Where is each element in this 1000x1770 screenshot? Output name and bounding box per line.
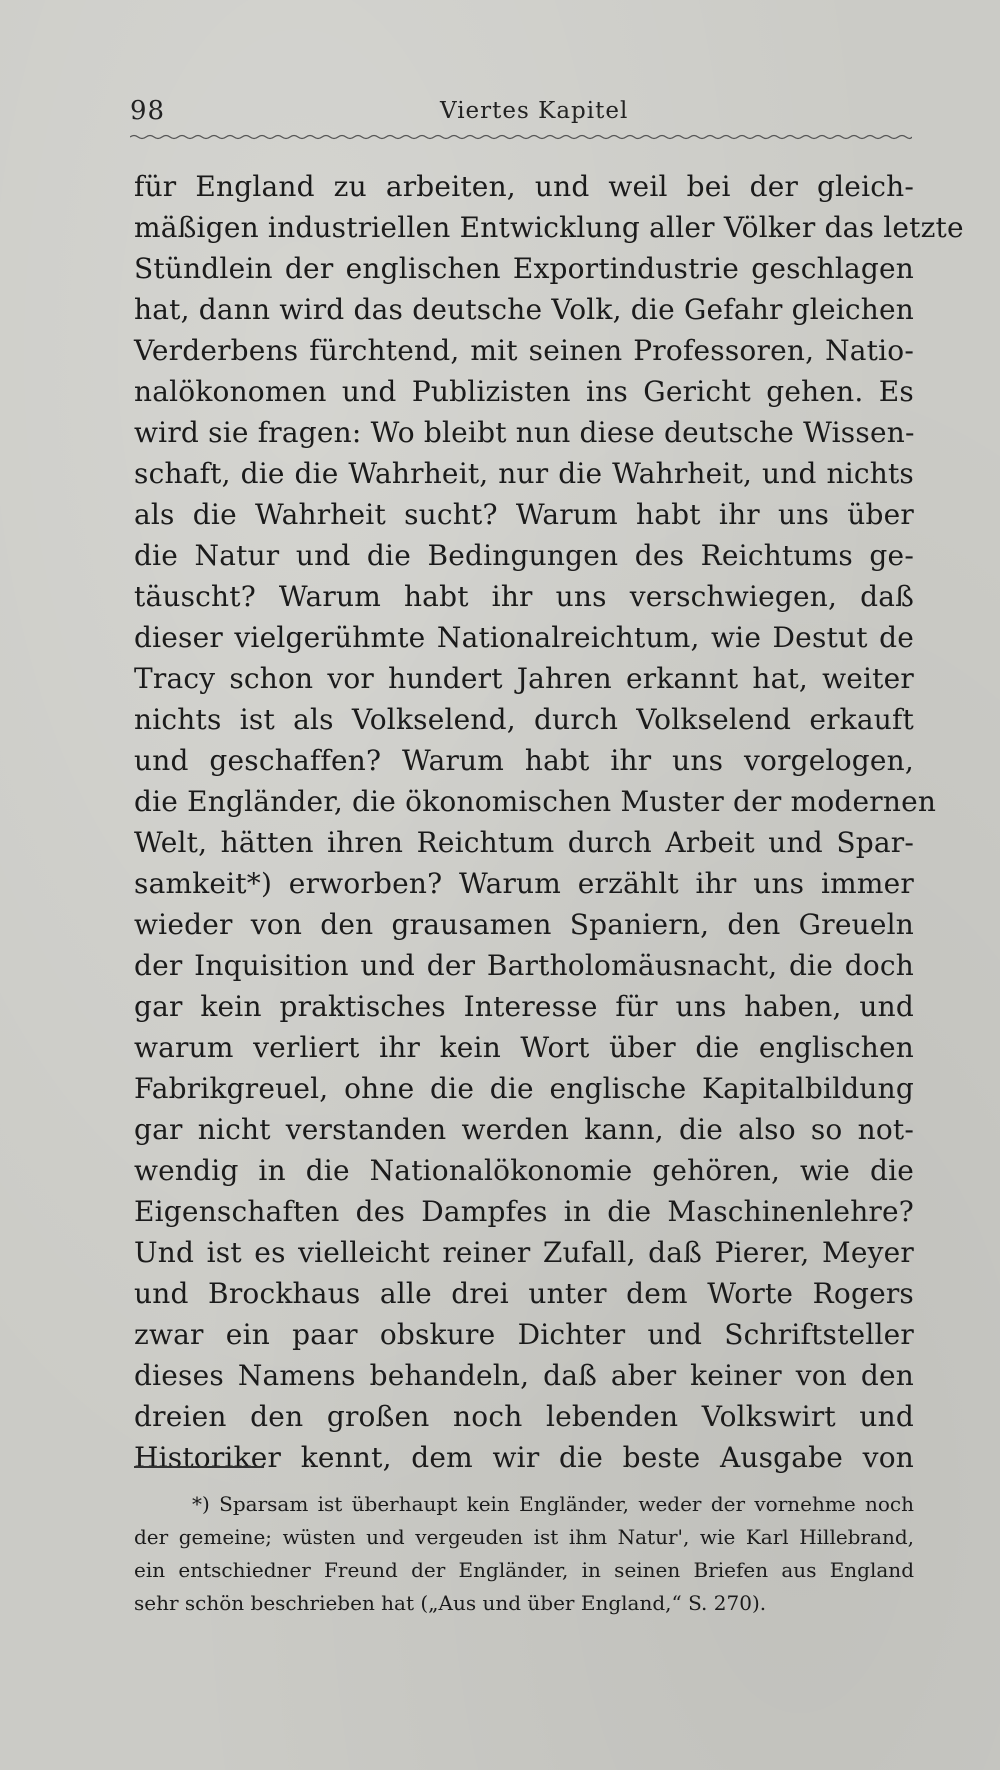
text-line: Welt, hätten ihren Reichtum durch Arbeit und Spar- [134, 826, 914, 859]
text-line: die Natur und die Bedingungen des Reichtums ge- [134, 539, 914, 572]
page-header [130, 96, 910, 130]
header-wavy-rule [130, 134, 912, 140]
text-line: Stündlein der englischen Exportindustrie geschlagen [134, 252, 914, 285]
text-line: und Brockhaus alle drei unter dem Worte Rogers [134, 1277, 914, 1310]
footnote-separator [134, 1466, 264, 1468]
text-line: der Inquisition und der Bartholomäusnacht, die doch [134, 949, 914, 982]
text-line: nalökonomen und Publizisten ins Gericht gehen. Es [134, 375, 914, 408]
text-line: Tracy schon vor hundert Jahren erkannt hat, weiter [134, 662, 914, 695]
text-line: hat, dann wird das deutsche Volk, die Gefahr gleichen [134, 293, 914, 326]
text-line: gar kein praktisches Interesse für uns haben, und [134, 990, 914, 1023]
text-line: warum verliert ihr kein Wort über die englischen [134, 1031, 914, 1064]
footnote-line: der gemeine; wüsten und vergeuden ist ihm Natur', wie Karl Hillebrand, [134, 1525, 914, 1549]
footnote-line: *) Sparsam ist überhaupt kein Engländer, weder der vornehme noch [192, 1492, 914, 1516]
text-line: dieser vielgerühmte Nationalreichtum, wie Destut de [134, 621, 914, 654]
text-line: dreien den großen noch lebenden Volkswirt und [134, 1400, 914, 1433]
footnote-line: ein entschiedner Freund der Engländer, in seinen Briefen aus England [134, 1558, 914, 1582]
text-line: für England zu arbeiten, und weil bei der gleich- [134, 170, 914, 203]
text-line: zwar ein paar obskure Dichter und Schriftsteller [134, 1318, 914, 1351]
text-line: nichts ist als Volkselend, durch Volkselend erkauft [134, 703, 914, 736]
text-line: Verderbens fürchtend, mit seinen Professoren, Natio- [134, 334, 914, 367]
text-line: Fabrikgreuel, ohne die die englische Kapitalbildung [134, 1072, 914, 1105]
text-line: und geschaffen? Warum habt ihr uns vorgelogen, [134, 744, 914, 777]
text-line: Eigenschaften des Dampfes in die Maschinenlehre? [134, 1195, 914, 1228]
running-title: Viertes Kapitel [440, 98, 629, 124]
text-line: dieses Namens behandeln, daß aber keiner von den [134, 1359, 914, 1392]
text-line: schaft, die die Wahrheit, nur die Wahrheit, und nichts [134, 457, 914, 490]
text-line: die Engländer, die ökonomischen Muster der modernen [134, 785, 937, 818]
footnote-line: sehr schön beschrieben hat („Aus und über England,“ S. 270). [134, 1591, 767, 1615]
text-line: gar nicht verstanden werden kann, die also so not- [134, 1113, 914, 1146]
page-number: 98 [130, 96, 166, 126]
text-line: wendig in die Nationalökonomie gehören, wie die [134, 1154, 914, 1187]
text-line: wird sie fragen: Wo bleibt nun diese deutsche Wissen- [134, 416, 915, 449]
text-line: Historiker kennt, dem wir die beste Ausgabe von [134, 1441, 914, 1474]
text-line: mäßigen industriellen Entwicklung aller Völker das letzte [134, 211, 964, 244]
text-line: täuscht? Warum habt ihr uns verschwiegen, daß [134, 580, 914, 613]
footnote [134, 1488, 914, 1620]
text-line: als die Wahrheit sucht? Warum habt ihr uns über [134, 498, 914, 531]
text-line: Und ist es vielleicht reiner Zufall, daß Pierer, Meyer [134, 1236, 914, 1269]
body-text [134, 166, 964, 1478]
text-line: wieder von den grausamen Spaniern, den Greueln [134, 908, 914, 941]
text-line: samkeit*) erworben? Warum erzählt ihr uns immer [134, 867, 914, 900]
